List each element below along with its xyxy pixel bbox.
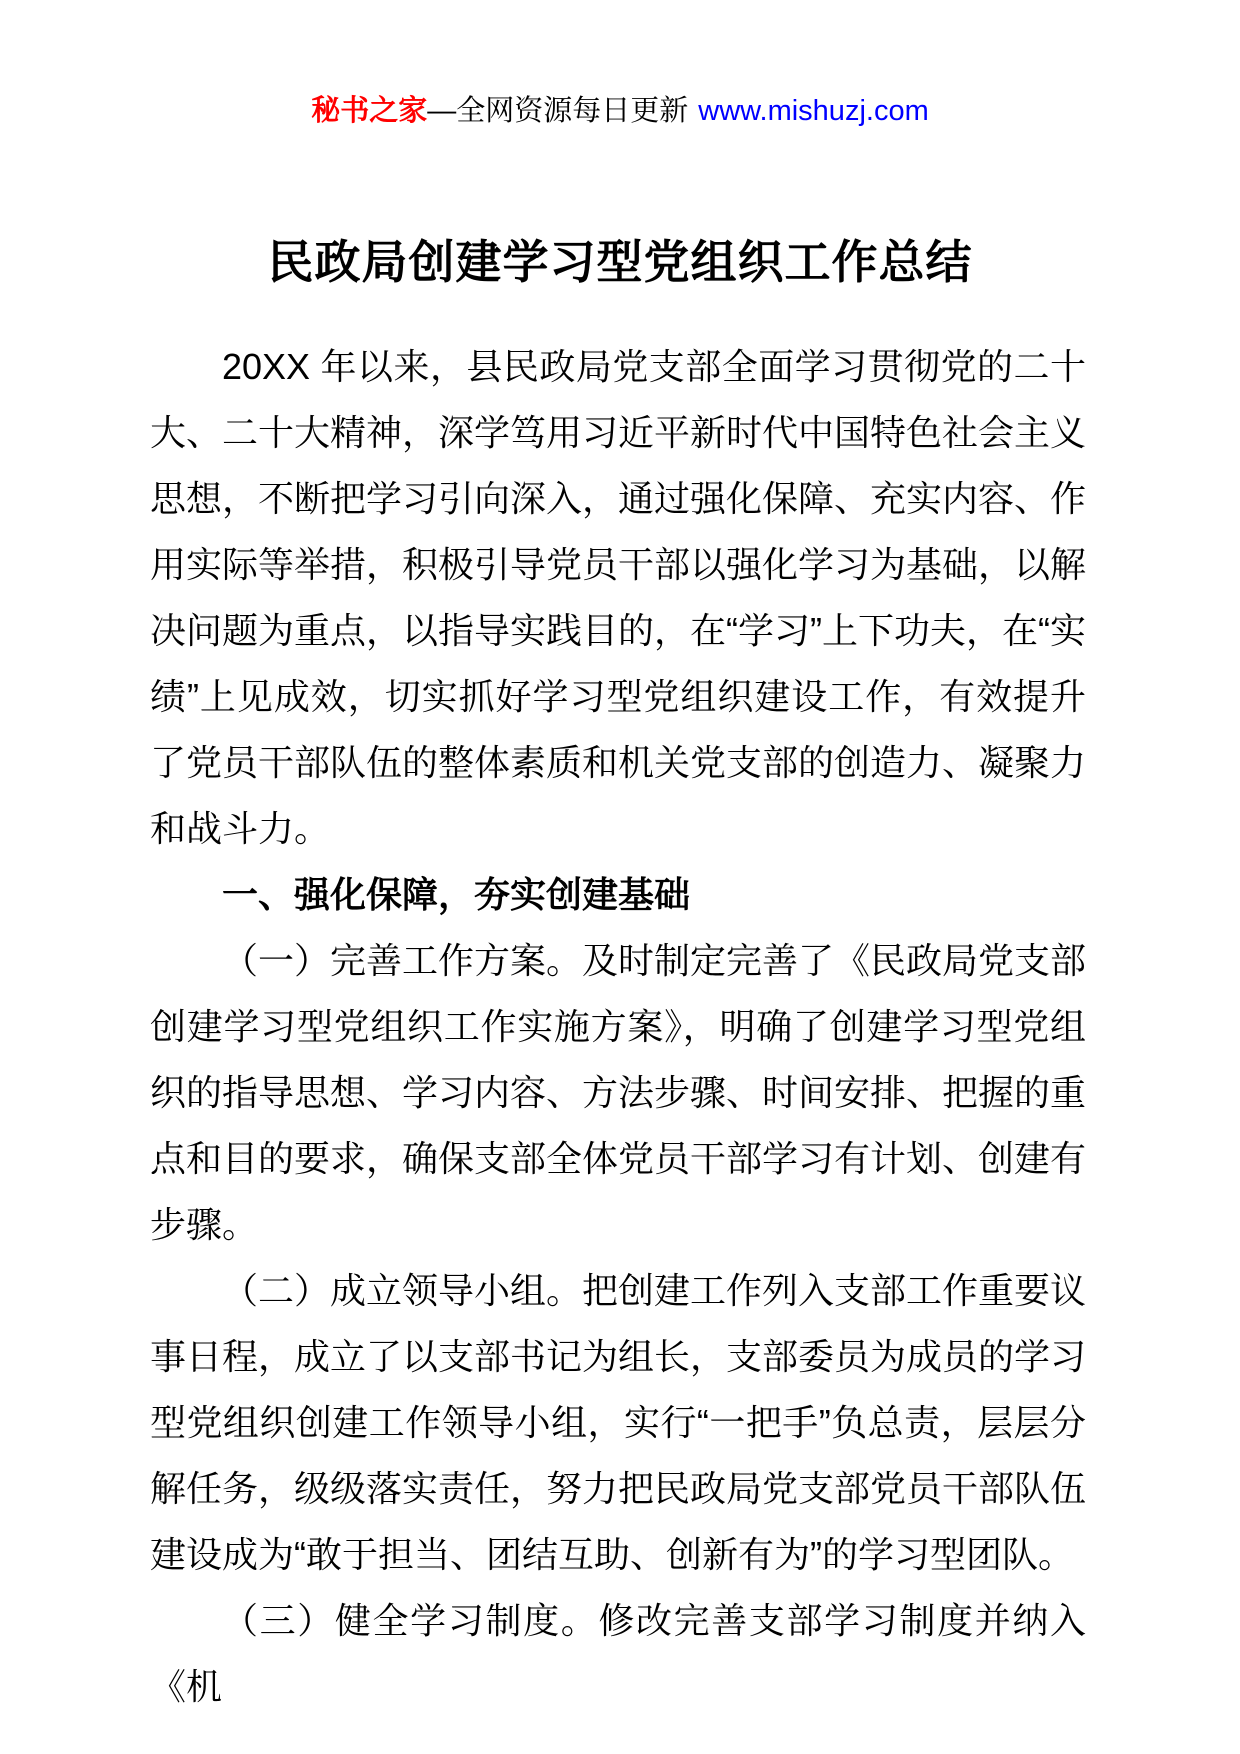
site-url-link[interactable]: www.mishuzj.com (698, 95, 929, 127)
document-body (150, 334, 1086, 1720)
page-header (0, 92, 1240, 130)
body-paragraph: （二）成立领导小组。把创建工作列入支部工作重要议事日程，成立了以支部书记为组长，支部委员为成员的学习型党组织创建工作领导小组，实行“一把手”负总责，层层分解任务，级级落实责任，努力把民政局党支部党员干部队伍建设成为“敢于担当、团结互助、创新有为”的学习型团队。 (150, 1270, 1087, 1575)
document-title: 民政局创建学习型党组织工作总结 (267, 235, 973, 288)
section-heading: 一、强化保障，夯实创建基础 (222, 874, 691, 915)
body-paragraph: （三）健全学习制度。修改完善支部学习制度并纳入《机 (150, 1600, 1086, 1707)
body-paragraph: 20XX 年以来，县民政局党支部全面学习贯彻党的二十大、二十大精神，深学笃用习近平新时代中国特色社会主义思想，不断把学习引向深入，通过强化保障、充实内容、作用实际等举措，积极引导党员干部以强化学习为基础，以解决问题为重点，以指导实践目的，在“学习”上下功夫，在“实绩”上见成效，切实抓好学习型党组织建设工作，有效提升了党员干部队伍的整体素质和机关党支部的创造力、凝聚力和战斗力。 (150, 346, 1087, 849)
header-tagline: —全网资源每日更新 (427, 95, 689, 127)
body-paragraph: （一）完善工作方案。及时制定完善了《民政局党支部创建学习型党组织工作实施方案》，明确了创建学习型党组织的指导思想、学习内容、方法步骤、时间安排、把握的重点和目的要求，确保支部全体党员干部学习有计划、创建有步骤。 (150, 940, 1087, 1245)
site-name: 秘书之家 (311, 95, 428, 127)
